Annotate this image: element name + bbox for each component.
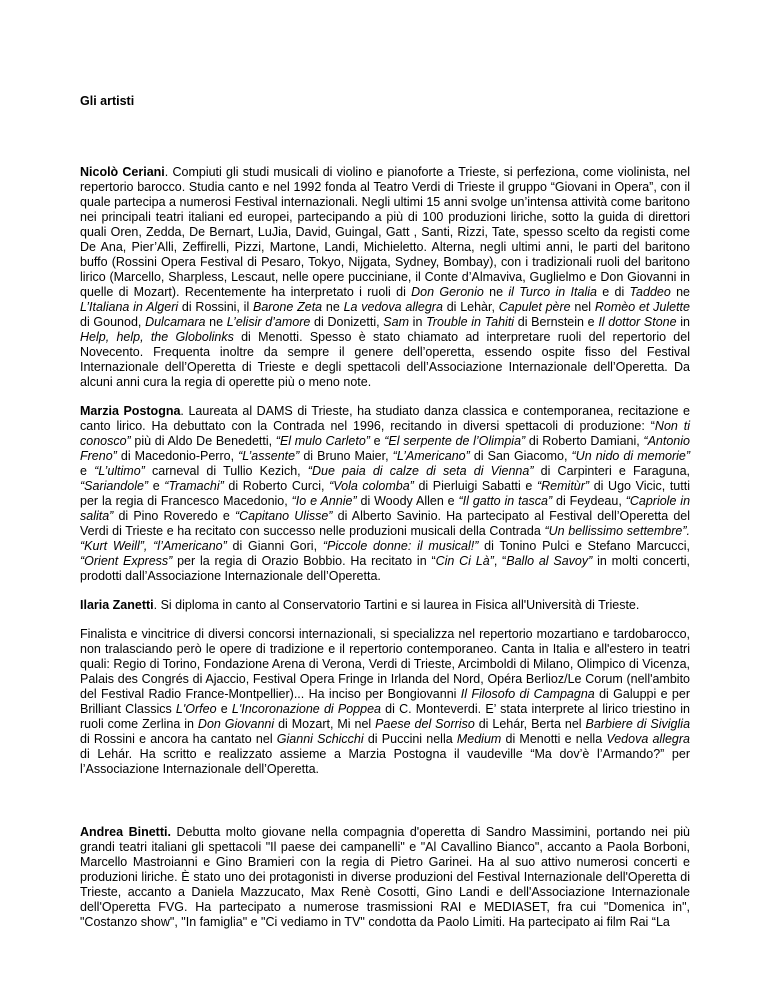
bio-text: . Compiuti gli studi musicali di violino e pianoforte a Trieste, si perfeziona, come violinista, nel repertorio barocco. Studia canto e nel 1992 fonda al Teatro Verdi di Trieste il gruppo “Giovani in Opera”, con il quale partecipa a numerosi Festival internazionali. Negli ultimi 15 anni svolge un’intensa attività come baritono nei principali teatri italiani ed europei, partecipando a più di 100 produzioni liriche, sotto la guida di direttori quali Oren, Zedda, De Bernart, LuJia, David, Guingal, Gatt , Santi, Rizzi, Tate, spesso scelto da registi come De Ana, Pier’Alli, Zeffirelli, Pizzi, Martone, Landi, Michieletto. Alterna, negli ultimi anni, le parti del baritono buffo (Rossini Opera Festival di Pesaro, Tokyo, Nijgata, Sydney, Bombay), con i tradizionali ruoli del baritono lirico (Marcello, Sharpless, Lescaut, nelle opere pucciniane, il Conte d’Almaviva, Guglielmo e Don Giovanni in quelle di Mozart). Recentemente ha interpretato i ruoli di [80,165,691,299]
italic-title: Non ti conosco” [80,419,691,448]
bio-text: di Menotti e nella [501,732,607,746]
bio-paragraph [80,404,690,584]
bio-text: di C. Monteverdi. E’ stata interprete al lirico triestino in ruoli come Zerlina in [80,702,690,731]
italic-title: Gianni Schicchi [276,732,364,746]
bio-text: e [369,434,385,448]
italic-title: Barone Zeta [253,300,323,314]
bio-text: di Carpinteri e Faraguna, [533,464,690,478]
italic-title: Barbiere di Siviglia [585,717,691,731]
artist-bio-ceriani [80,165,690,390]
bio-text: più di Aldo De Benedetti, [130,434,276,448]
bio-text: di Menotti. Spesso è stato chiamato ad interpretare ruoli del repertorio del Novecento. Frequenta inoltre da sempre il genere dell’operetta, essendo ospite fisso del Festival Internazionale dell’Operetta di Trieste e degli spettacoli dell’Associazione Internazionale dell’Operetta. Da alcuni anni cura la regia di operette più o meno note. [80,330,690,389]
italic-title: L’Italiana in Algeri [80,300,179,314]
italic-title: L'Incoronazione di Poppea [231,702,381,716]
italic-title: “Sariandole” [80,479,149,493]
artist-bio-binetti [80,825,690,930]
bio-text: di Donizetti, [310,315,384,329]
italic-title: Romèo et Julette [594,300,690,314]
bio-text: carneval di Tullio Kezich, [144,464,308,478]
bio-paragraph [80,598,690,613]
italic-title: Il Filosofo di Campagna [460,687,595,701]
bio-text: di San Giacomo, [469,449,572,463]
italic-title: “Capriole in salita” [80,494,691,523]
italic-title: il Turco in Italia [508,285,597,299]
bio-text: di Tonino Pulci e Stefano Marcucci, [478,539,691,553]
bio-text: di Ugo Vicic, tutti per la regia di Francesco Macedonio, [80,479,690,508]
bio-text: per la regia di Orazio Bobbio. Ha recitato in “ [172,554,436,568]
italic-title: “Capitano Ulisse” [234,509,333,523]
bio-text: ne [322,300,344,314]
bio-text: in [676,315,690,329]
italic-title: Help, help, the Globolinks [80,330,234,344]
italic-title: “Piccole donne: il musical!” [322,539,479,553]
artist-name: Ilaria Zanetti [80,598,154,612]
bio-text: in molti concerti, prodotti dall’Associazione Internazionale dell’Operetta. [80,554,691,583]
italic-title: Capulet père [498,300,571,314]
section-heading: Gli artisti [80,94,135,108]
bio-text: Debutta molto giovane nella compagnia d'operetta di Sandro Massimini, portando nei più grandi teatri italiani gli spettacoli "Il paese dei campanelli" e "Al Cavallino Bianco", accanto a Paola Borboni, Marcello Mastroianni e Gino Bramieri con la regia di Pietro Garinei. Ha al suo attivo numerosi concerti e produzioni liriche. È stato uno dei protagonisti in diverse produzioni del Festival Internazionale dell'Operetta di Trieste, accanto a Daniela Mazzucato, Max Renè Cosotti, Gino Landi e dell'Associazione Internazionale dell'Operetta FVG. Ha partecipato a numerose trasmissioni RAI e MEDIASET, fra cui "Domenica in", "Costanzo show", "In famiglia" e "Ci vediamo in TV" condotta da Paolo Limiti. Ha partecipato ai film Rai “La [80,825,691,929]
italic-title: Il dottor Stone [598,315,677,329]
italic-title: “Antonio Freno” [80,434,690,463]
italic-title: L’elisir d’amore [226,315,311,329]
bio-paragraph [80,825,690,930]
italic-title: “El serpente de l’Olimpia” [384,434,526,448]
bio-text: di Alberto Savinio. Ha partecipato al Festival dell’Operetta del Verdi di Trieste e ha recitato con successo nelle produzioni musicali della Contrada [80,509,691,538]
italic-title: “Un nido di memorie” [571,449,690,463]
bio-text: di Pino Roveredo e [113,509,235,523]
bio-text: di Gianni Gori, [226,539,323,553]
italic-title: Cin Ci Là” [435,554,494,568]
italic-title: Paese del Sorriso [375,717,475,731]
italic-title: “Vola colomba” [329,479,414,493]
bio-text: di Rossini, il [178,300,254,314]
italic-title: Medium [456,732,502,746]
bio-text: di Mozart, Mi nel [274,717,376,731]
italic-title: “Remitùr” [536,479,590,493]
italic-title: “El mulo Carleto” [275,434,370,448]
italic-title: “L’assente” [238,449,300,463]
bio-text: di Rossini e ancora ha cantato nel [80,732,277,746]
bio-text: di Woody Allen e [356,494,459,508]
bio-text: . Laureata al DAMS di Trieste, ha studiato danza classica e contemporanea, recitazione e canto lirico. Ha debuttato con la Contrada nel 1996, recitando in diversi spettacoli di produzione: “ [80,404,690,433]
italic-title: Sam [383,315,409,329]
artist-bio-zanetti [80,598,690,777]
bio-text: di Puccini nella [363,732,457,746]
italic-title: Vedova allegra [606,732,691,746]
italic-title: Trouble in Tahiti [426,315,515,329]
italic-title: Taddeo [629,285,671,299]
bio-text: di Bruno Maier, [299,449,393,463]
italic-title: Ballo al Savoy” [506,554,593,568]
italic-title: “L’Americano” [392,449,470,463]
italic-title: Don Geronio [411,285,484,299]
italic-title: L'Orfeo [175,702,217,716]
bio-text: ne [483,285,509,299]
italic-title: “Due paia di calze di seta di Vienna” [307,464,534,478]
bio-text: di Roberto Curci, [223,479,330,493]
bio-text: e [216,702,232,716]
bio-text: . Si diploma in canto al Conservatorio Tartini e si laurea in Fisica all'Università di Trieste. [153,598,640,612]
bio-paragraph [80,165,690,390]
bio-text: in [408,315,427,329]
bio-text: Finalista e vincitrice di diversi concorsi internazionali, si specializza nel repertorio mozartiano e tardobarocco, non tralasciando però le opere di tradizione e il repertorio contemporaneo. Canta in Italia e all'estero in teatri quali: Regio di Torino, Fondazione Arena di Verona, Verdi di Trieste, Arcimboldi di Milano, Olimpico di Vicenza, Palais des Congrés di Ajaccio, Festival Opera Fringe in Irlanda del Nord, Opéra Berlioz/Le Corum (nell'ambito del Festival Radio France-Montpellier)... Ha inciso per Bongiovanni [80,627,690,701]
bio-text: di Feydeau, [552,494,626,508]
italic-title: “L’ultimo” [94,464,145,478]
italic-title: “Un bellissimo settembre”. “Kurt Weill”, “l’Americano” [80,524,690,553]
bio-paragraph [80,627,690,777]
bio-text: di Lehár. Ha scritto e realizzato assieme a Marzia Postogna il vaudeville “Ma dov’è l’Armando?” per l’Associazione Internazionale dell’Operetta. [80,747,690,776]
italic-title: Dulcamara [145,315,206,329]
bio-text: ne [205,315,227,329]
bio-text: e [148,479,165,493]
artist-bio-postogna [80,404,690,584]
bio-text: e [80,464,95,478]
italic-title: La vedova allegra [343,300,443,314]
artist-name: Nicolò Ceriani [80,165,165,179]
bio-text: di Bernstein e [514,315,599,329]
bio-text: di Macedonio-Perro, [116,449,239,463]
bio-text: , “ [493,554,507,568]
bio-text: di Pierluigi Sabatti e [413,479,537,493]
bio-text: di Lehàr, [442,300,499,314]
artist-name: Andrea Binetti. [80,825,171,839]
italic-title: “Il gatto in tasca” [458,494,553,508]
bio-text: di Gounod, [80,315,146,329]
bio-text: di Roberto Damiani, [525,434,644,448]
bio-text: ne [670,285,690,299]
bio-text: nel [570,300,595,314]
italic-title: “Orient Express” [80,554,173,568]
italic-title: “Io e Annie” [291,494,357,508]
bio-text: di Galuppi e per Brilliant Classics [80,687,690,716]
artist-name: Marzia Postogna [80,404,181,418]
bio-text: di Lehár, Berta nel [474,717,586,731]
italic-title: “Tramachi” [164,479,224,493]
italic-title: Don Giovanni [197,717,275,731]
bio-text: e di [596,285,630,299]
